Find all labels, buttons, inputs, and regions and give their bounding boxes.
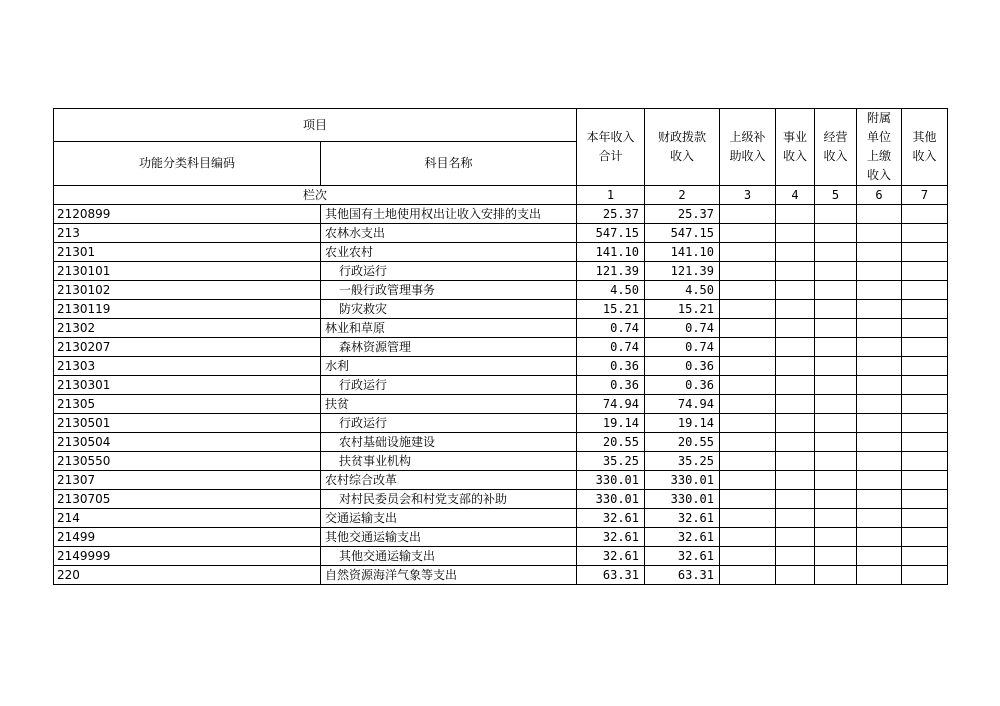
superior-subsidy-value bbox=[720, 243, 776, 262]
table-row bbox=[54, 528, 948, 547]
other-income-value bbox=[902, 281, 948, 300]
fiscal-income-value: 330.01 bbox=[645, 471, 720, 490]
superior-subsidy-value bbox=[720, 262, 776, 281]
business-income-value bbox=[776, 376, 815, 395]
col-index: 7 bbox=[902, 186, 948, 205]
subject-code: 220 bbox=[54, 566, 321, 585]
fiscal-income-value: 32.61 bbox=[645, 547, 720, 566]
operating-income-value bbox=[815, 433, 857, 452]
fiscal-income-value: 0.36 bbox=[645, 357, 720, 376]
superior-subsidy-value bbox=[720, 452, 776, 471]
business-income-value bbox=[776, 243, 815, 262]
project-header: 项目 bbox=[54, 109, 577, 142]
other-income-value bbox=[902, 205, 948, 224]
subject-code: 2130705 bbox=[54, 490, 321, 509]
name-column-header: 科目名称 bbox=[321, 141, 577, 185]
affiliated-units-value bbox=[857, 490, 902, 509]
table-row bbox=[54, 224, 948, 243]
other-income-value bbox=[902, 262, 948, 281]
other-income-value bbox=[902, 319, 948, 338]
affiliated-units-value bbox=[857, 566, 902, 585]
subject-code: 214 bbox=[54, 509, 321, 528]
operating-income-value bbox=[815, 395, 857, 414]
business-income-value bbox=[776, 262, 815, 281]
other-income-value bbox=[902, 224, 948, 243]
affiliated-units-value bbox=[857, 319, 902, 338]
subject-name: 自然资源海洋气象等支出 bbox=[321, 566, 577, 585]
fiscal-income-value: 0.74 bbox=[645, 338, 720, 357]
business-income-value bbox=[776, 338, 815, 357]
superior-subsidy-value bbox=[720, 376, 776, 395]
subject-code: 2130301 bbox=[54, 376, 321, 395]
total-income-value: 32.61 bbox=[577, 528, 645, 547]
business-income-value bbox=[776, 566, 815, 585]
total-income-value: 25.37 bbox=[577, 205, 645, 224]
subject-code: 21303 bbox=[54, 357, 321, 376]
subject-name: 扶贫 bbox=[321, 395, 577, 414]
superior-subsidy-value bbox=[720, 300, 776, 319]
operating-income-value bbox=[815, 414, 857, 433]
subject-name: 农村综合改革 bbox=[321, 471, 577, 490]
operating-income-value bbox=[815, 243, 857, 262]
operating-income-value bbox=[815, 262, 857, 281]
affiliated-units-value bbox=[857, 528, 902, 547]
col-index: 6 bbox=[857, 186, 902, 205]
other-income-value bbox=[902, 243, 948, 262]
total-income-value: 4.50 bbox=[577, 281, 645, 300]
subject-name: 其他国有土地使用权出让收入安排的支出 bbox=[321, 205, 577, 224]
affiliated-units-value bbox=[857, 414, 902, 433]
operating-income-value bbox=[815, 319, 857, 338]
subject-name: 森林资源管理 bbox=[321, 338, 577, 357]
business-income-value bbox=[776, 281, 815, 300]
subject-name: 一般行政管理事务 bbox=[321, 281, 577, 300]
table-row bbox=[54, 414, 948, 433]
affiliated-units-value bbox=[857, 509, 902, 528]
col-index: 2 bbox=[645, 186, 720, 205]
superior-subsidy-value bbox=[720, 281, 776, 300]
business-income-value bbox=[776, 357, 815, 376]
total-income-value: 330.01 bbox=[577, 490, 645, 509]
business-income-value bbox=[776, 509, 815, 528]
table-row bbox=[54, 376, 948, 395]
superior-subsidy-value bbox=[720, 357, 776, 376]
business-income-value bbox=[776, 414, 815, 433]
other-income-value bbox=[902, 357, 948, 376]
col-index: 3 bbox=[720, 186, 776, 205]
superior-subsidy-value bbox=[720, 566, 776, 585]
affiliated-units-value bbox=[857, 224, 902, 243]
other-income-value bbox=[902, 490, 948, 509]
operating-income-value bbox=[815, 509, 857, 528]
operating-income-value bbox=[815, 300, 857, 319]
superior-subsidy-value bbox=[720, 414, 776, 433]
fiscal-income-value: 121.39 bbox=[645, 262, 720, 281]
fiscal-income-value: 32.61 bbox=[645, 509, 720, 528]
fiscal-income-value: 330.01 bbox=[645, 490, 720, 509]
table-row bbox=[54, 205, 948, 224]
col-header-superior-subsidy: 上级补 助收入 bbox=[720, 109, 776, 186]
other-income-value bbox=[902, 566, 948, 585]
other-income-value bbox=[902, 528, 948, 547]
fiscal-income-value: 63.31 bbox=[645, 566, 720, 585]
total-income-value: 0.74 bbox=[577, 338, 645, 357]
business-income-value bbox=[776, 547, 815, 566]
subject-code: 2130102 bbox=[54, 281, 321, 300]
affiliated-units-value bbox=[857, 452, 902, 471]
other-income-value bbox=[902, 547, 948, 566]
other-income-value bbox=[902, 395, 948, 414]
col-header-fiscal-appropriation: 财政拨款 收入 bbox=[645, 109, 720, 186]
operating-income-value bbox=[815, 528, 857, 547]
other-income-value bbox=[902, 471, 948, 490]
operating-income-value bbox=[815, 338, 857, 357]
operating-income-value bbox=[815, 205, 857, 224]
subject-code: 21302 bbox=[54, 319, 321, 338]
affiliated-units-value bbox=[857, 357, 902, 376]
fiscal-income-value: 74.94 bbox=[645, 395, 720, 414]
subject-code: 2149999 bbox=[54, 547, 321, 566]
superior-subsidy-value bbox=[720, 205, 776, 224]
fiscal-income-value: 141.10 bbox=[645, 243, 720, 262]
operating-income-value bbox=[815, 281, 857, 300]
fiscal-income-value: 15.21 bbox=[645, 300, 720, 319]
subject-name: 林业和草原 bbox=[321, 319, 577, 338]
total-income-value: 32.61 bbox=[577, 509, 645, 528]
col-header-total-income: 本年收入 合计 bbox=[577, 109, 645, 186]
other-income-value bbox=[902, 300, 948, 319]
fiscal-income-value: 35.25 bbox=[645, 452, 720, 471]
subject-name: 其他交通运输支出 bbox=[321, 528, 577, 547]
superior-subsidy-value bbox=[720, 471, 776, 490]
table-row bbox=[54, 395, 948, 414]
affiliated-units-value bbox=[857, 471, 902, 490]
superior-subsidy-value bbox=[720, 433, 776, 452]
affiliated-units-value bbox=[857, 281, 902, 300]
affiliated-units-value bbox=[857, 338, 902, 357]
fiscal-income-value: 0.36 bbox=[645, 376, 720, 395]
business-income-value bbox=[776, 471, 815, 490]
total-income-value: 121.39 bbox=[577, 262, 645, 281]
col-index: 5 bbox=[815, 186, 857, 205]
operating-income-value bbox=[815, 566, 857, 585]
table-row bbox=[54, 262, 948, 281]
table-row bbox=[54, 357, 948, 376]
subject-code: 2120899 bbox=[54, 205, 321, 224]
table-row bbox=[54, 509, 948, 528]
table-row bbox=[54, 547, 948, 566]
operating-income-value bbox=[815, 471, 857, 490]
total-income-value: 19.14 bbox=[577, 414, 645, 433]
total-income-value: 547.15 bbox=[577, 224, 645, 243]
affiliated-units-value bbox=[857, 205, 902, 224]
operating-income-value bbox=[815, 224, 857, 243]
table-row bbox=[54, 433, 948, 452]
affiliated-units-value bbox=[857, 300, 902, 319]
total-income-value: 330.01 bbox=[577, 471, 645, 490]
table-row bbox=[54, 243, 948, 262]
total-income-value: 35.25 bbox=[577, 452, 645, 471]
subject-code: 21307 bbox=[54, 471, 321, 490]
total-income-value: 141.10 bbox=[577, 243, 645, 262]
superior-subsidy-value bbox=[720, 490, 776, 509]
table-row bbox=[54, 319, 948, 338]
table-row bbox=[54, 300, 948, 319]
income-budget-table bbox=[53, 108, 948, 585]
other-income-value bbox=[902, 338, 948, 357]
subject-code: 2130550 bbox=[54, 452, 321, 471]
business-income-value bbox=[776, 452, 815, 471]
affiliated-units-value bbox=[857, 433, 902, 452]
subject-code: 2130207 bbox=[54, 338, 321, 357]
superior-subsidy-value bbox=[720, 528, 776, 547]
superior-subsidy-value bbox=[720, 509, 776, 528]
col-header-business-income: 事业 收入 bbox=[776, 109, 815, 186]
subject-name: 行政运行 bbox=[321, 262, 577, 281]
subject-name: 水利 bbox=[321, 357, 577, 376]
affiliated-units-value bbox=[857, 262, 902, 281]
table-row bbox=[54, 281, 948, 300]
col-header-other-income: 其他 收入 bbox=[902, 109, 948, 186]
table-row bbox=[54, 566, 948, 585]
subject-name: 行政运行 bbox=[321, 376, 577, 395]
business-income-value bbox=[776, 490, 815, 509]
fiscal-income-value: 20.55 bbox=[645, 433, 720, 452]
subject-name: 防灾救灾 bbox=[321, 300, 577, 319]
other-income-value bbox=[902, 433, 948, 452]
fiscal-income-value: 0.74 bbox=[645, 319, 720, 338]
subject-name: 交通运输支出 bbox=[321, 509, 577, 528]
affiliated-units-value bbox=[857, 547, 902, 566]
fiscal-income-value: 32.61 bbox=[645, 528, 720, 547]
col-index: 4 bbox=[776, 186, 815, 205]
other-income-value bbox=[902, 414, 948, 433]
subject-name: 其他交通运输支出 bbox=[321, 547, 577, 566]
subject-code: 2130501 bbox=[54, 414, 321, 433]
col-header-affiliated-units: 附属 单位 上缴 收入 bbox=[857, 109, 902, 186]
affiliated-units-value bbox=[857, 243, 902, 262]
header-row-1 bbox=[54, 109, 948, 142]
subject-name: 农村基础设施建设 bbox=[321, 433, 577, 452]
business-income-value bbox=[776, 528, 815, 547]
total-income-value: 0.36 bbox=[577, 376, 645, 395]
table-row bbox=[54, 452, 948, 471]
superior-subsidy-value bbox=[720, 395, 776, 414]
subject-name: 扶贫事业机构 bbox=[321, 452, 577, 471]
total-income-value: 20.55 bbox=[577, 433, 645, 452]
affiliated-units-value bbox=[857, 376, 902, 395]
subject-code: 21301 bbox=[54, 243, 321, 262]
total-income-value: 0.36 bbox=[577, 357, 645, 376]
business-income-value bbox=[776, 224, 815, 243]
subject-name: 农林水支出 bbox=[321, 224, 577, 243]
column-index-row bbox=[54, 186, 948, 205]
subject-name: 对村民委员会和村党支部的补助 bbox=[321, 490, 577, 509]
other-income-value bbox=[902, 509, 948, 528]
subject-name: 农业农村 bbox=[321, 243, 577, 262]
table-row bbox=[54, 471, 948, 490]
subject-name: 行政运行 bbox=[321, 414, 577, 433]
business-income-value bbox=[776, 300, 815, 319]
subject-code: 2130504 bbox=[54, 433, 321, 452]
lanci-label: 栏次 bbox=[54, 186, 577, 205]
operating-income-value bbox=[815, 452, 857, 471]
superior-subsidy-value bbox=[720, 224, 776, 243]
business-income-value bbox=[776, 433, 815, 452]
col-index: 1 bbox=[577, 186, 645, 205]
other-income-value bbox=[902, 376, 948, 395]
total-income-value: 63.31 bbox=[577, 566, 645, 585]
superior-subsidy-value bbox=[720, 338, 776, 357]
fiscal-income-value: 25.37 bbox=[645, 205, 720, 224]
operating-income-value bbox=[815, 547, 857, 566]
affiliated-units-value bbox=[857, 395, 902, 414]
table-row bbox=[54, 490, 948, 509]
operating-income-value bbox=[815, 357, 857, 376]
table-row bbox=[54, 338, 948, 357]
total-income-value: 15.21 bbox=[577, 300, 645, 319]
subject-code: 21305 bbox=[54, 395, 321, 414]
fiscal-income-value: 4.50 bbox=[645, 281, 720, 300]
fiscal-income-value: 19.14 bbox=[645, 414, 720, 433]
subject-code: 213 bbox=[54, 224, 321, 243]
operating-income-value bbox=[815, 376, 857, 395]
business-income-value bbox=[776, 319, 815, 338]
superior-subsidy-value bbox=[720, 547, 776, 566]
subject-code: 2130119 bbox=[54, 300, 321, 319]
total-income-value: 74.94 bbox=[577, 395, 645, 414]
col-header-operating-income: 经营 收入 bbox=[815, 109, 857, 186]
business-income-value bbox=[776, 205, 815, 224]
operating-income-value bbox=[815, 490, 857, 509]
total-income-value: 0.74 bbox=[577, 319, 645, 338]
code-column-header: 功能分类科目编码 bbox=[54, 141, 321, 185]
business-income-value bbox=[776, 395, 815, 414]
superior-subsidy-value bbox=[720, 319, 776, 338]
other-income-value bbox=[902, 452, 948, 471]
total-income-value: 32.61 bbox=[577, 547, 645, 566]
subject-code: 21499 bbox=[54, 528, 321, 547]
subject-code: 2130101 bbox=[54, 262, 321, 281]
fiscal-income-value: 547.15 bbox=[645, 224, 720, 243]
